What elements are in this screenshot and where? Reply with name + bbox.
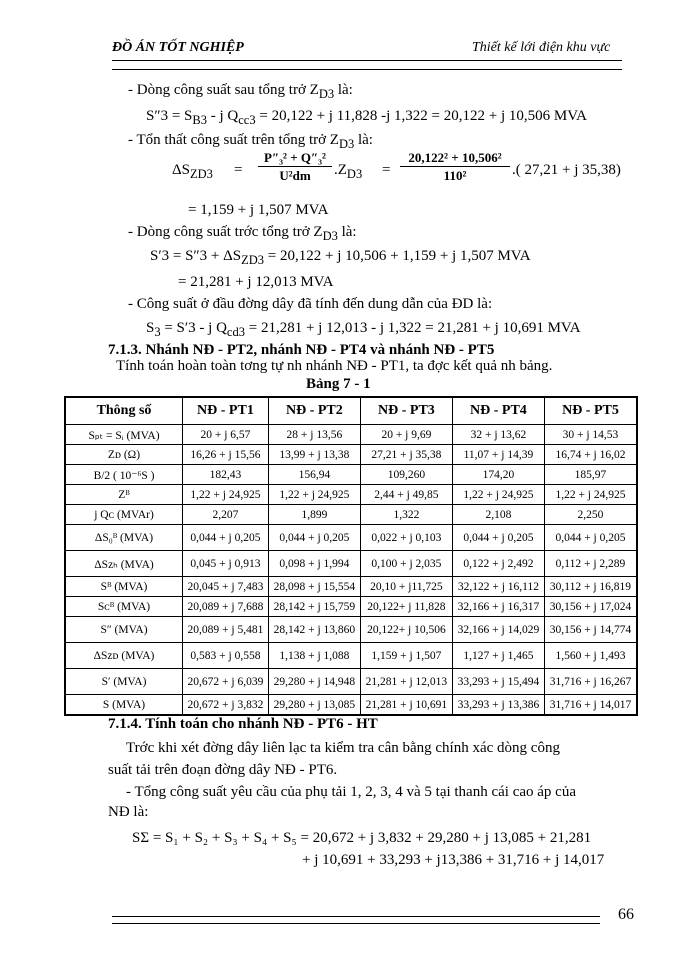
section-heading: 7.1.3. Nhánh NĐ - PT2, nhánh NĐ - PT4 và nhánh NĐ - PT5 <box>108 342 495 358</box>
table-cell: 20,089 + j 7,688 <box>183 597 269 617</box>
table-row <box>65 525 637 551</box>
table-row <box>65 669 637 695</box>
fraction-numerator: P″₃² + Q″₃² <box>258 150 332 167</box>
table-cell: 33,293 + j 15,494 <box>452 669 544 695</box>
row-label-cell: S′ (MVA) <box>65 669 183 695</box>
fraction-numerator: 20,122² + 10,506² <box>400 150 510 167</box>
table-cell: 1,22 + j 24,925 <box>183 485 269 505</box>
table-cell: 1,560 + j 1,493 <box>544 643 637 669</box>
table-cell: 32,166 + j 16,317 <box>452 597 544 617</box>
table-cell: 2,207 <box>183 505 269 525</box>
table-cell: 2,250 <box>544 505 637 525</box>
table-cell: 29,280 + j 13,085 <box>268 695 360 716</box>
row-label-cell: ΔS₀ᴮ (MVA) <box>65 525 183 551</box>
table-cell: 185,97 <box>544 465 637 485</box>
column-header: NĐ - PT2 <box>268 397 360 425</box>
column-header: NĐ - PT4 <box>452 397 544 425</box>
header-subtitle: Thiết kế lới điện khu vực <box>472 40 611 55</box>
table-cell: 1,159 + j 1,507 <box>360 643 452 669</box>
fraction-denominator: U²dm <box>279 168 311 183</box>
table-cell: 1,22 + j 24,925 <box>268 485 360 505</box>
section-heading: 7.1.4. Tính toán cho nhánh NĐ - PT6 - HT <box>108 716 378 732</box>
table-row <box>65 465 637 485</box>
table-cell: 0,044 + j 0,205 <box>544 525 637 551</box>
paragraph: - Tổng công suất yêu cầu của phụ tải 1, 2, 3, 4 và 5 tại thanh cái cao áp của <box>126 784 576 800</box>
table-cell: 182,43 <box>183 465 269 485</box>
table-row <box>65 617 637 643</box>
table-cell: 0,583 + j 0,558 <box>183 643 269 669</box>
table-cell: 2,44 + j 49,85 <box>360 485 452 505</box>
table-cell: 0,112 + j 2,289 <box>544 551 637 577</box>
equation-result: = 21,281 + j 12,013 MVA <box>178 274 334 290</box>
table-cell: 1,138 + j 1,088 <box>268 643 360 669</box>
table-cell: 156,94 <box>268 465 360 485</box>
page-number: 66 <box>618 906 634 923</box>
header-title: ĐỒ ÁN TỐT NGHIỆP <box>112 40 244 55</box>
table-cell: 21,281 + j 10,691 <box>360 695 452 716</box>
table-cell: 20,10 + j11,725 <box>360 577 452 597</box>
table-cell: 11,07 + j 14,39 <box>452 445 544 465</box>
table-cell: 0,098 + j 1,994 <box>268 551 360 577</box>
equation: $S''3 = S_{B3} - j$ $Q_{cc3} = 20,122 + j$ 11,828 -j 1,322 = 20,122 + j 10,506 MVA <box>146 108 587 127</box>
equation: $S'3 = S''3 + \Delta S_{ZD3} = 20,122 + j$ 10,506 + 1,159 + j 1,507 MVA <box>150 248 531 267</box>
row-label-cell: S (MVA) <box>65 695 183 716</box>
column-header: NĐ - PT3 <box>360 397 452 425</box>
table-cell: 30,156 + j 14,774 <box>544 617 637 643</box>
text-line: - Tổn thất công suất trên tổng trở $Z_{D3}$ là: <box>128 132 373 151</box>
table-cell: 32 + j 13,62 <box>452 425 544 445</box>
table-cell: 20,672 + j 3,832 <box>183 695 269 716</box>
table-cell: 16,74 + j 16,02 <box>544 445 637 465</box>
table-cell: 20,672 + j 6,039 <box>183 669 269 695</box>
table-cell: 0,044 + j 0,205 <box>268 525 360 551</box>
equals-sign: = <box>382 162 391 178</box>
table-cell: 174,20 <box>452 465 544 485</box>
table-cell: 29,280 + j 14,948 <box>268 669 360 695</box>
table-cell: 27,21 + j 35,38 <box>360 445 452 465</box>
table-row <box>65 485 637 505</box>
table-cell: 20,122+ j 10,506 <box>360 617 452 643</box>
table-row <box>65 577 637 597</box>
table-title: Bảng 7 - 1 <box>306 376 371 392</box>
row-label-cell: Sᴮ (MVA) <box>65 577 183 597</box>
row-label-cell: j Qᴄ (MVAr) <box>65 505 183 525</box>
row-label-cell: Zᴮ <box>65 485 183 505</box>
paragraph: Tính toán hoàn toàn tơng tự nh nhánh NĐ - PT1, ta đợc kết quả nh bảng. <box>116 358 553 374</box>
row-label-cell: Sᴄᴮ (MVA) <box>65 597 183 617</box>
table-cell: 28,142 + j 15,759 <box>268 597 360 617</box>
equation: $S_3 = S'3 - j$ $Q_{cd3} = 21,281 + j$ 12,013 - j 1,322 = 21,281 + j 10,691 MVA <box>146 320 581 339</box>
equation: SΣ = S₁ + S₂ + S₃ + S₄ + S₅ = 20,672 + j 3,832 + 29,280 + j 13,085 + 21,281 <box>132 830 592 846</box>
table-cell: 1,899 <box>268 505 360 525</box>
fraction-denominator: 110² <box>443 168 467 183</box>
table-row <box>65 695 637 716</box>
table-cell: 109,260 <box>360 465 452 485</box>
table-cell: 2,108 <box>452 505 544 525</box>
paragraph: Trớc khi xét đờng dây liên lạc ta kiểm tra cân bằng chính xác dòng công <box>126 740 560 756</box>
table-cell: 1,127 + j 1,465 <box>452 643 544 669</box>
equation-lhs: $\Delta S_{ZD3}$ <box>172 162 213 181</box>
row-label-cell: Zᴅ (Ω) <box>65 445 183 465</box>
table-cell: 0,022 + j 0,103 <box>360 525 452 551</box>
row-label-cell: B/2 ( 10⁻⁶S ) <box>65 465 183 485</box>
table-cell: 20 + j 9,69 <box>360 425 452 445</box>
table-cell: 13,99 + j 13,38 <box>268 445 360 465</box>
column-header: NĐ - PT1 <box>183 397 269 425</box>
row-label-cell: ΔSᴢₕ (MVA) <box>65 551 183 577</box>
table-row <box>65 425 637 445</box>
table-cell: 1,322 <box>360 505 452 525</box>
paragraph: suất tải trên đoạn đờng dây NĐ - PT6. <box>108 762 338 778</box>
row-label-cell: Sₚₜ = Sᵢ (MVA) <box>65 425 183 445</box>
results-table <box>64 396 638 716</box>
header-rule <box>112 60 622 70</box>
equation: + j 10,691 + 33,293 + j13,386 + 31,716 + j 14,017 <box>302 852 605 868</box>
table-cell: 0,100 + j 2,035 <box>360 551 452 577</box>
column-header: NĐ - PT5 <box>544 397 637 425</box>
table-cell: 20 + j 6,57 <box>183 425 269 445</box>
table-cell: 30 + j 14,53 <box>544 425 637 445</box>
equation-result: = 1,159 + j 1,507 MVA <box>188 202 329 218</box>
text-line: - Dòng công suất sau tổng trở $Z_{D3}$ là: <box>128 82 353 101</box>
table-header-row <box>65 397 637 425</box>
table-cell: 20,045 + j 7,483 <box>183 577 269 597</box>
table-cell: 1,22 + j 24,925 <box>544 485 637 505</box>
table-cell: 28,142 + j 13,860 <box>268 617 360 643</box>
table-cell: 0,044 + j 0,205 <box>183 525 269 551</box>
table-cell: 28 + j 13,56 <box>268 425 360 445</box>
table-row <box>65 551 637 577</box>
row-label-cell: S″ (MVA) <box>65 617 183 643</box>
paragraph: NĐ là: <box>108 804 149 820</box>
column-header: Thông số <box>65 397 183 425</box>
table-cell: 32,122 + j 16,112 <box>452 577 544 597</box>
table-cell: 30,112 + j 16,819 <box>544 577 637 597</box>
table-cell: 0,122 + j 2,492 <box>452 551 544 577</box>
table-cell: 31,716 + j 14,017 <box>544 695 637 716</box>
table-cell: 16,26 + j 15,56 <box>183 445 269 465</box>
equals-sign: = <box>234 162 243 178</box>
table-row <box>65 505 637 525</box>
table-row <box>65 445 637 465</box>
text-line: - Dòng công suất trớc tổng trở $Z_{D3}$ là: <box>128 224 357 243</box>
text-line: - Công suất ở đầu đờng dây đã tính đến dung dẫn của ĐD là: <box>128 296 493 312</box>
table-cell: 20,122+ j 11,828 <box>360 597 452 617</box>
fraction <box>400 150 510 184</box>
table-cell: 21,281 + j 12,013 <box>360 669 452 695</box>
table-row <box>65 597 637 617</box>
table-row <box>65 643 637 669</box>
table-cell: 0,045 + j 0,913 <box>183 551 269 577</box>
table-cell: 20,089 + j 5,481 <box>183 617 269 643</box>
table-cell: 30,156 + j 17,024 <box>544 597 637 617</box>
equation-tail: .( 27,21 + j 35,38) <box>512 162 621 178</box>
table-cell: 0,044 + j 0,205 <box>452 525 544 551</box>
fraction <box>258 150 332 184</box>
table-cell: 33,293 + j 13,386 <box>452 695 544 716</box>
table-cell: 1,22 + j 24,925 <box>452 485 544 505</box>
equation-mid: $.Z_{D3}$ <box>334 162 363 181</box>
table-cell: 32,166 + j 14,029 <box>452 617 544 643</box>
table-cell: 28,098 + j 15,554 <box>268 577 360 597</box>
row-label-cell: ΔSᴢᴅ (MVA) <box>65 643 183 669</box>
table-cell: 31,716 + j 16,267 <box>544 669 637 695</box>
footer-rule <box>112 916 600 924</box>
